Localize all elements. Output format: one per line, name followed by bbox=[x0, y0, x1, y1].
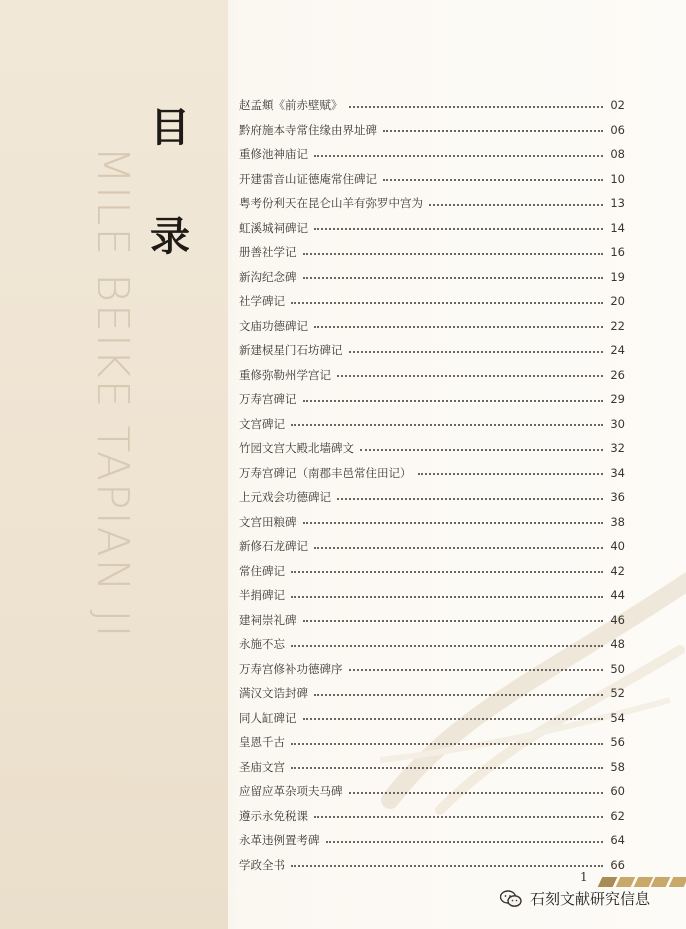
toc-entry-title: 虹溪城祠碑记 bbox=[239, 220, 308, 235]
toc-entry-title: 万寿宫修补功德碑序 bbox=[239, 661, 343, 676]
toc-entry-title: 社学碑记 bbox=[239, 294, 285, 309]
toc-leader-dots bbox=[349, 105, 604, 108]
toc-entry[interactable] bbox=[239, 853, 625, 878]
toc-leader-dots bbox=[383, 178, 603, 181]
toc-entry[interactable] bbox=[239, 804, 625, 829]
toc-entry-title: 开建雷音山证德庵常住碑记 bbox=[239, 171, 377, 186]
toc-entry-page: 29 bbox=[610, 392, 625, 407]
toc-leader-dots bbox=[326, 840, 604, 843]
toc-entry-page: 46 bbox=[610, 612, 625, 627]
toc-entry-title: 黔府施本寺常住缘由界址碑 bbox=[239, 122, 377, 137]
toc-leader-dots bbox=[303, 252, 604, 255]
toc-entry-page: 40 bbox=[610, 539, 625, 554]
toc-entry-title: 重修弥勒州学宫记 bbox=[239, 367, 331, 382]
toc-entry[interactable] bbox=[239, 730, 625, 755]
toc-entry[interactable] bbox=[239, 265, 625, 290]
toc-leader-dots bbox=[418, 472, 604, 475]
toc-entry[interactable] bbox=[239, 657, 625, 682]
toc-leader-dots bbox=[291, 423, 603, 426]
toc-entry[interactable] bbox=[239, 338, 625, 363]
toc-entry-page: 30 bbox=[610, 416, 625, 431]
toc-leader-dots bbox=[349, 350, 604, 353]
toc-entry-page: 60 bbox=[610, 784, 625, 799]
toc-entry-page: 42 bbox=[610, 563, 625, 578]
toc-entry[interactable] bbox=[239, 534, 625, 559]
toc-leader-dots bbox=[349, 791, 604, 794]
toc-entry-title: 赵孟頫《前赤壁赋》 bbox=[239, 98, 343, 113]
toc-entry-title: 半捐碑记 bbox=[239, 588, 285, 603]
toc-leader-dots bbox=[314, 325, 603, 328]
toc-entry-title: 新建棂星门石坊碑记 bbox=[239, 343, 343, 358]
toc-entry[interactable] bbox=[239, 142, 625, 167]
toc-entry-page: 58 bbox=[610, 759, 625, 774]
toc-entry[interactable] bbox=[239, 412, 625, 437]
toc-entry-title: 文宫碑记 bbox=[239, 416, 285, 431]
footer-label: 石刻文献研究信息 bbox=[530, 890, 651, 908]
toc-entry-page: 62 bbox=[610, 808, 625, 823]
toc-entry-page: 36 bbox=[610, 490, 625, 505]
toc-entry[interactable] bbox=[239, 706, 625, 731]
toc-entry[interactable] bbox=[239, 240, 625, 265]
title-char-mu: 目 bbox=[150, 104, 190, 151]
toc-entry[interactable] bbox=[239, 216, 625, 241]
toc-entry[interactable] bbox=[239, 314, 625, 339]
toc-entry-title: 万寿宫碑记（南郡丰邑常住田记） bbox=[239, 465, 412, 480]
page-number: 1 bbox=[580, 870, 588, 884]
toc-entry-page: 26 bbox=[610, 367, 625, 382]
toc-entry-page: 56 bbox=[610, 735, 625, 750]
toc-entry-page: 64 bbox=[610, 833, 625, 848]
toc-entry-page: 66 bbox=[610, 857, 625, 872]
toc-entry-page: 20 bbox=[610, 294, 625, 309]
toc-entry-page: 32 bbox=[610, 441, 625, 456]
toc-entry[interactable] bbox=[239, 118, 625, 143]
toc-entry-title: 学政全书 bbox=[239, 857, 285, 872]
toc-entry[interactable] bbox=[239, 583, 625, 608]
toc-entry[interactable] bbox=[239, 510, 625, 535]
toc-entry-title: 常住碑记 bbox=[239, 563, 285, 578]
toc-leader-dots bbox=[314, 815, 603, 818]
toc-entry-page: 48 bbox=[610, 637, 625, 652]
title-char-lu: 录 bbox=[150, 213, 190, 260]
toc-entry-page: 16 bbox=[610, 245, 625, 260]
toc-entry[interactable] bbox=[239, 363, 625, 388]
toc-entry[interactable] bbox=[239, 828, 625, 853]
toc-entry-title: 文庙功德碑记 bbox=[239, 318, 308, 333]
toc-leader-dots bbox=[314, 546, 603, 549]
toc-leader-dots bbox=[314, 227, 603, 230]
toc-entry[interactable] bbox=[239, 485, 625, 510]
toc-leader-dots bbox=[291, 595, 603, 598]
toc-leader-dots bbox=[337, 374, 603, 377]
toc-entry[interactable] bbox=[239, 387, 625, 412]
toc-entry[interactable] bbox=[239, 681, 625, 706]
toc-entry-title: 册善社学记 bbox=[239, 245, 297, 260]
toc-entry-page: 19 bbox=[610, 269, 625, 284]
toc-entry-page: 06 bbox=[610, 122, 625, 137]
toc-leader-dots bbox=[337, 497, 603, 500]
toc-leader-dots bbox=[303, 619, 604, 622]
toc-entry[interactable] bbox=[239, 93, 625, 118]
toc-leader-dots bbox=[314, 693, 603, 696]
wechat-icon bbox=[500, 890, 522, 908]
toc-entry-title: 新沟纪念碑 bbox=[239, 269, 297, 284]
toc-entry-title: 竹园文宫大殿北墙碑文 bbox=[239, 441, 354, 456]
toc-entry-title: 满汉文诰封碑 bbox=[239, 686, 308, 701]
toc-entry[interactable] bbox=[239, 559, 625, 584]
toc-entry-title: 圣庙文宫 bbox=[239, 759, 285, 774]
toc-entry-title: 文宫田粮碑 bbox=[239, 514, 297, 529]
toc-leader-dots bbox=[303, 717, 604, 720]
toc-entry-page: 14 bbox=[610, 220, 625, 235]
toc-entry-page: 24 bbox=[610, 343, 625, 358]
toc-leader-dots bbox=[291, 644, 603, 647]
toc-leader-dots bbox=[429, 203, 603, 206]
toc-leader-dots bbox=[349, 668, 604, 671]
toc-entry-title: 重修池神庙记 bbox=[239, 147, 308, 162]
toc-entry-page: 22 bbox=[610, 318, 625, 333]
toc-entry-page: 34 bbox=[610, 465, 625, 480]
toc-entry-page: 02 bbox=[610, 98, 625, 113]
toc-leader-dots bbox=[383, 129, 603, 132]
toc-entry-title: 永施不忘 bbox=[239, 637, 285, 652]
toc-entry-page: 44 bbox=[610, 588, 625, 603]
toc-entry-title: 上元戏会功德碑记 bbox=[239, 490, 331, 505]
toc-entry[interactable] bbox=[239, 167, 625, 192]
toc-entry-title: 皇恩千古 bbox=[239, 735, 285, 750]
toc-leader-dots bbox=[291, 301, 603, 304]
toc-entry-title: 新修石龙碑记 bbox=[239, 539, 308, 554]
toc-entry-title: 粤考份利天在昆仑山羊有弥罗中宫为 bbox=[239, 196, 423, 211]
toc-entry[interactable] bbox=[239, 436, 625, 461]
toc-entry[interactable] bbox=[239, 608, 625, 633]
toc-leader-dots bbox=[314, 154, 603, 157]
toc-leader-dots bbox=[303, 521, 604, 524]
toc-entry-page: 08 bbox=[610, 147, 625, 162]
toc-leader-dots bbox=[291, 742, 603, 745]
toc-entry-title: 建祠崇礼碑 bbox=[239, 612, 297, 627]
toc-leader-dots bbox=[291, 864, 603, 867]
table-of-contents bbox=[239, 93, 625, 877]
footer-badge[interactable] bbox=[500, 888, 650, 909]
vertical-pinyin-title: MILE BEIKE TAPIAN JI bbox=[87, 146, 138, 640]
toc-leader-dots bbox=[303, 276, 604, 279]
toc-entry-page: 13 bbox=[610, 196, 625, 211]
toc-entry[interactable] bbox=[239, 191, 625, 216]
toc-entry-title: 遵示永免税课 bbox=[239, 808, 308, 823]
toc-entry-page: 10 bbox=[610, 171, 625, 186]
toc-entry-title: 万寿宫碑记 bbox=[239, 392, 297, 407]
footer-stripes-decoration bbox=[600, 877, 686, 887]
toc-leader-dots bbox=[291, 766, 603, 769]
toc-entry[interactable] bbox=[239, 289, 625, 314]
toc-entry-title: 永革违例置考碑 bbox=[239, 833, 320, 848]
toc-entry-title: 应留应革杂项夫马碑 bbox=[239, 784, 343, 799]
toc-entry-page: 52 bbox=[610, 686, 625, 701]
toc-leader-dots bbox=[303, 399, 604, 402]
toc-entry-page: 38 bbox=[610, 514, 625, 529]
toc-leader-dots bbox=[360, 448, 603, 451]
toc-entry[interactable] bbox=[239, 632, 625, 657]
toc-entry-title: 同人缸碑记 bbox=[239, 710, 297, 725]
toc-entry[interactable] bbox=[239, 461, 625, 486]
toc-entry[interactable] bbox=[239, 779, 625, 804]
toc-entry[interactable] bbox=[239, 755, 625, 780]
toc-leader-dots bbox=[291, 570, 603, 573]
toc-entry-page: 54 bbox=[610, 710, 625, 725]
toc-entry-page: 50 bbox=[610, 661, 625, 676]
